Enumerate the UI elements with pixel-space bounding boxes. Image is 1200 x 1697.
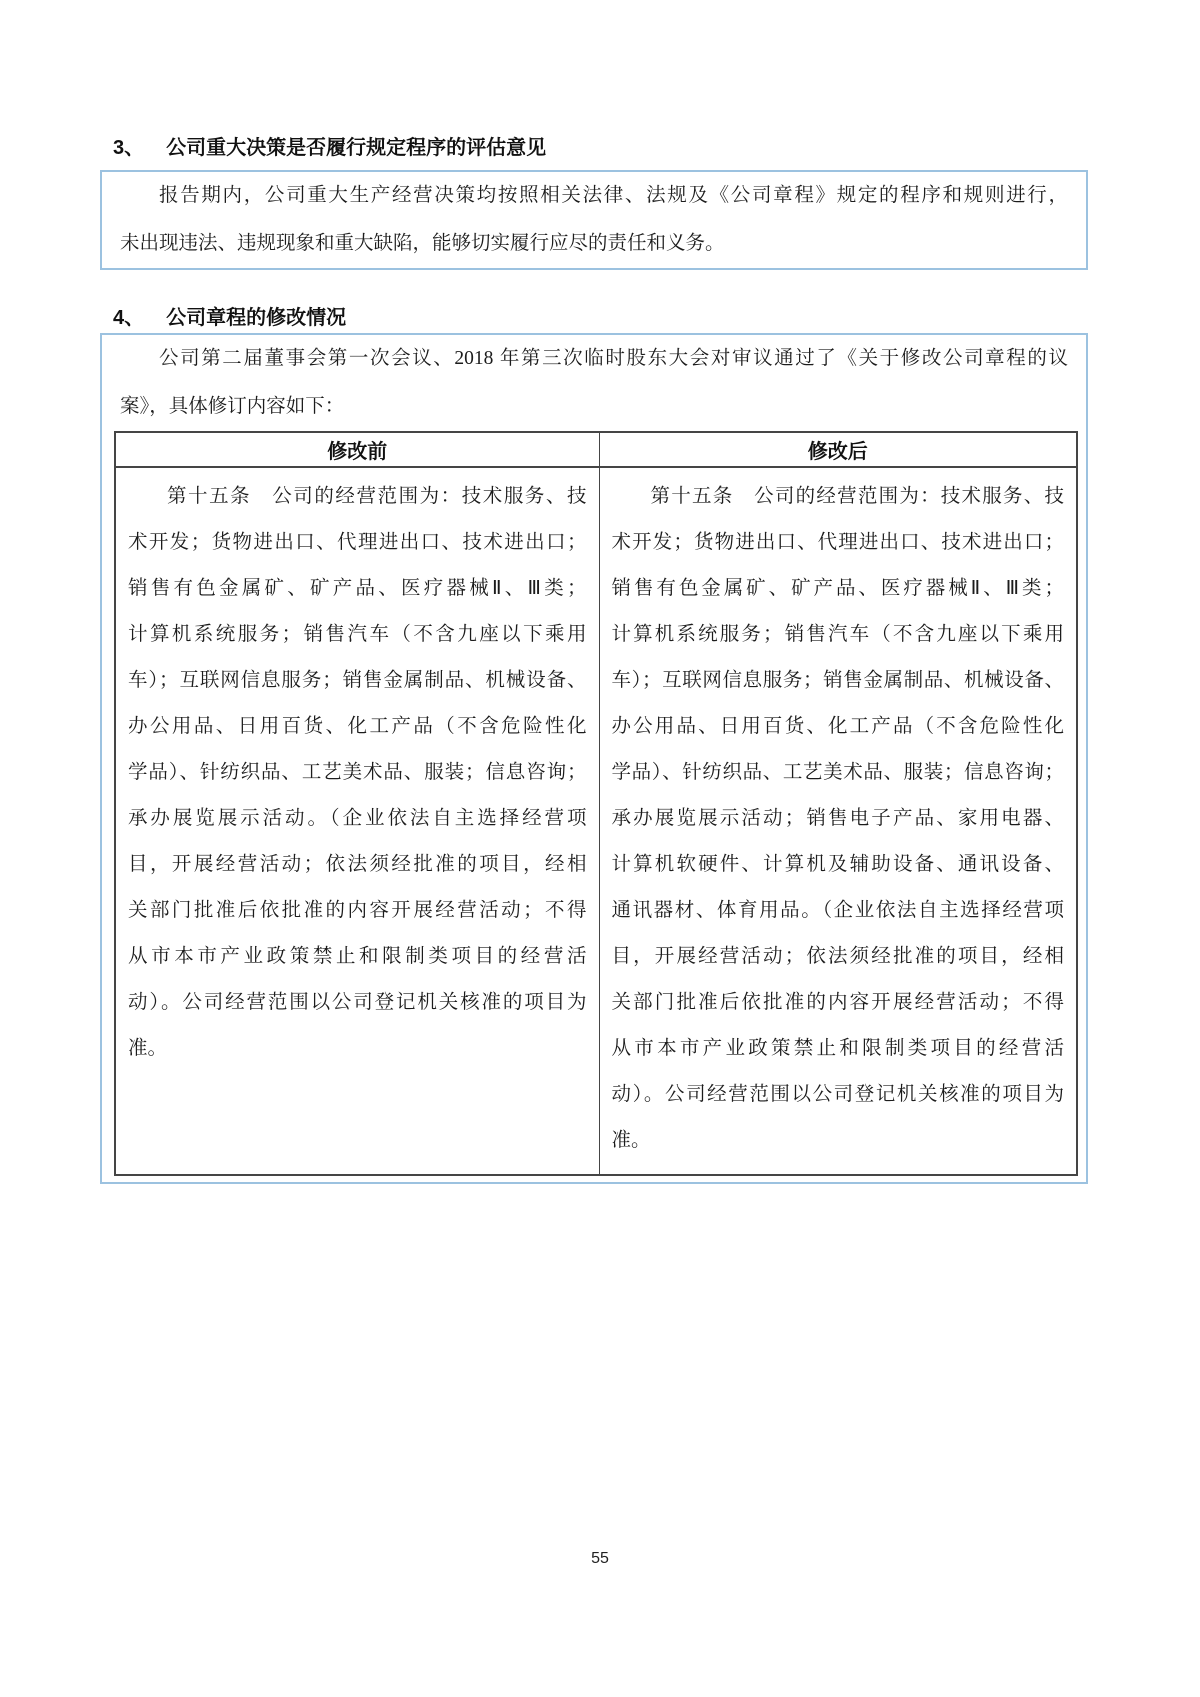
before-amendment-cell [115,467,599,1175]
section3-heading [113,131,1088,160]
column-header-before: 修改前 [115,432,599,467]
section3-title: 公司重大决策是否履行规定程序的评估意见 [166,137,547,159]
after-amendment-text: 第十五条 公司的经营范围为：技术服务、技 术开发；货物进出口、代理进出口、技术进出口； 销售有色金属矿、矿产品、医疗器械Ⅱ、Ⅲ类； 计算机系统服务；销售汽车（不含九座以下乘用 车）；互联网信息服务；销售金属制品、机械设备、 办公用品、日用百货、化工产品（不含危险性化 学品）、针纺织品、工艺美术品、服装；信息咨询； 承办展览展示活动；销售电子产品、家用电器、 计算机软硬件、计算机及辅助设备、通讯设备、 通讯器材、体育用品。（企业依法自主选择经营项 目，开展经营活动；依法须经批准的项目，经相 关部门批准后依批准的内容开展经营活动；不得 从市本市产业政策禁止和限制类项目的经营活 动）。公司经营范围以公司登记机关核准的项目为 准。 [611,486,1064,1151]
table-header-row [115,432,1077,467]
section3-paragraph: 报告期内，公司重大生产经营决策均按照相关法律、法规及《公司章程》规定的程序和规则进行， 未出现违法、违规现象和重大缺陷，能够切实履行应尽的责任和义务。 [120,185,1068,254]
before-amendment-text: 第十五条 公司的经营范围为：技术服务、技 术开发；货物进出口、代理进出口、技术进出口； 销售有色金属矿、矿产品、医疗器械Ⅱ、Ⅲ类； 计算机系统服务；销售汽车（不含九座以下乘用 车）；互联网信息服务；销售金属制品、机械设备、 办公用品、日用百货、化工产品（不含危险性化 学品）、针纺织品、工艺美术品、服装；信息咨询； 承办展览展示活动。（企业依法自主选择经营项 目，开展经营活动；依法须经批准的项目，经相 关部门批准后依批准的内容开展经营活动；不得 从市本市产业政策禁止和限制类项目的经营活 动）。公司经营范围以公司登记机关核准的项目为 准。 [128,486,587,1059]
column-header-after: 修改后 [599,432,1077,467]
section3-number: 3、 [113,137,145,159]
table-row [115,467,1077,1175]
section4-number: 4、 [113,307,145,329]
section4-heading [113,301,1088,330]
section4-text-box [100,333,1088,1184]
section4-intro-paragraph: 公司第二届董事会第一次会议、2018 年第三次临时股东大会对审议通过了《关于修改公司章程的议 案》，具体修订内容如下： [120,348,1068,417]
after-amendment-cell [599,467,1077,1175]
page-number: 55 [591,1550,609,1567]
charter-amendment-table [114,431,1078,1176]
section3-text-box [100,170,1088,270]
section4-title: 公司章程的修改情况 [166,307,347,329]
